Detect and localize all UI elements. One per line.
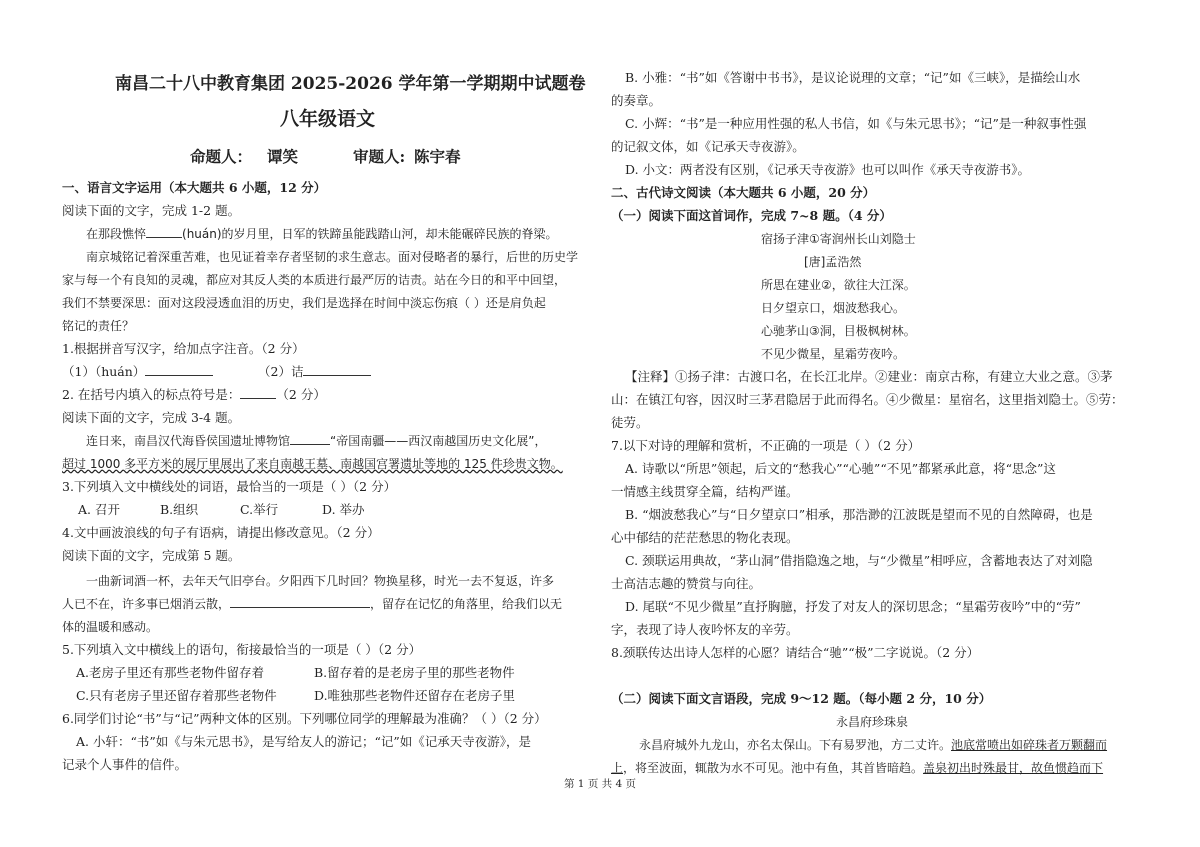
question-7: 7.以下对诗的理解和赏析，不正确的一项是（ ）（2 分） [611, 438, 921, 453]
passage-1-line-2: 南京城铭记着深重苦难，也见证着幸存者坚韧的求生意志。面对侵略者的暴行，后世的历史学 [86, 250, 579, 264]
question-4: 4.文中画波浪线的句子有语病，请提出修改意见。（2 分） [62, 525, 380, 540]
prose-title: 永昌府珍珠泉 [836, 715, 909, 729]
question-3: 3.下列填入文中横线处的词语，最恰当的一项是（ ）（2 分） [62, 479, 397, 494]
answer-blank-1[interactable] [145, 363, 213, 376]
q5-option-c: C.只有老房子里还留存着那些老物件 [76, 688, 277, 703]
q6-option-a-line-1: A. 小轩：“书”如《与朱元思书》，是写给友人的游记；“记”如《记承天寺夜游》，是 [76, 734, 532, 749]
question-6: 6.同学们讨论“书”与“记”两种文体的区别。下列哪位同学的理解最为准确？（ ）（2 分） [62, 711, 547, 726]
passage-1-line-5: 铭记的责任？ [62, 319, 135, 333]
q6-option-d: D. 小文：两者没有区别，《记承天寺夜游》也可以叫作《承天寺夜游书》。 [625, 162, 1031, 177]
passage-2-line-1: 连日来，南昌汉代海昏侯国遗址博物馆 “帝国南疆——西汉南越国历史文化展”， [86, 434, 547, 448]
question-5: 5.下列填入文中横线上的语句，衔接最恰当的一项是（ ）（2 分） [62, 642, 422, 657]
reviewer-name: 陈宇春 [414, 147, 461, 166]
poem-title: 宿扬子津①寄润州长山刘隐士 [761, 232, 916, 246]
section-2-part-2-heading: （二）阅读下面文言语段，完成 9～12 题。（每小题 2 分，10 分） [611, 691, 992, 706]
q5-option-b: B.留存着的是老房子里的那些老物件 [314, 665, 515, 680]
q6-option-b-line-1: B. 小雅：“书”如《答谢中书书》，是议论说理的文章；“记”如《三峡》，是描绘山水 [625, 70, 1081, 85]
q3-option-c: C.举行 [240, 502, 279, 517]
passage-3-line-2: 人已不在，许多事已烟消云散， ，留存在记忆的角落里，给我们以无 [62, 597, 563, 611]
section-1-heading: 一、语言文字运用（本大题共 6 小题，12 分） [62, 180, 327, 195]
passage-3-blank[interactable] [230, 595, 370, 608]
q7-option-c-line-2: 士高洁志趣的赞赏与向往。 [611, 576, 762, 591]
q7-option-a-line-1: A. 诗歌以“所思”领起，后文的“愁我心”“心驰”“不见”都紧承此意，将“思念”这 [625, 461, 1056, 476]
author-name: 谭笑 [267, 147, 299, 166]
passage-2-line-2: 超过 1000 多平方米的展厅里展出了来自南越王墓、南越国宫署遗址等地的 125 件珍贵文物。 [62, 457, 563, 471]
poem-line-3: 心驰茅山③洞，目极枫树林。 [761, 324, 916, 338]
answer-blank-2[interactable] [303, 363, 371, 376]
passage-1-line-4: 我们不禁要深思：面对这段浸透血泪的历史，我们是选择在时间中淡忘伤痕（ ）还是肩负起 [62, 296, 546, 310]
q7-option-b-line-1: B. “烟波愁我心”与“日夕望京口”相承，那浩渺的江波既是望而不见的自然障碍，也是 [625, 507, 1093, 522]
poem-notes-line-2: 山：在镇江句容，因汉时三茅君隐居于此而得名。④少微星：星宿名，这里指刘隐士。⑤劳： [611, 392, 1124, 407]
subject-title: 八年级语文 [280, 108, 376, 130]
reviewer-label: 审题人: [353, 147, 406, 166]
poem-line-1: 所思在建业②，欲往大江深。 [761, 278, 916, 292]
question-8: 8.颈联传达出诗人怎样的心愿？请结合“驰”“极”二字说说。（2 分） [611, 645, 980, 660]
poem-line-2: 日夕望京口，烟波愁我心。 [761, 301, 906, 315]
q6-option-c-line-1: C. 小辉：“书”是一种应用性强的私人书信，如《与朱元思书》；“记”是一种叙事性强 [625, 116, 1087, 131]
passage-1-line-1: 在那段憔悴 (huán)的岁月里，日军的铁蹄虽能践踏山河，却未能碾碎民族的脊梁。 [86, 227, 558, 241]
q3-option-b: B.组织 [160, 502, 199, 517]
poem-line-4: 不见少微星，星霜劳夜吟。 [761, 347, 906, 361]
poem-notes-line-3: 徒劳。 [611, 415, 649, 430]
passage-1-line-3: 家与每一个有良知的灵魂，都应对其反人类的本质进行最严厉的诘责。站在今日的和平中回望， [62, 273, 567, 287]
question-1-part-1: （1）（huán） [62, 363, 213, 381]
q7-option-a-line-2: 一情感主线贯穿全篇，结构严谨。 [611, 484, 799, 499]
passage-3-line-1: 一曲新词酒一杯，去年天气旧亭台。夕阳西下几时回？物换星移，时光一去不复返，许多 [86, 574, 555, 588]
author-label: 命题人： [190, 147, 253, 166]
q6-option-b-line-2: 的奏章。 [611, 93, 662, 108]
section-2-part-1-heading: （一）阅读下面这首词作，完成 7~8 题。（4 分） [611, 208, 892, 223]
page-footer: 第 1 页 共 4 页 [563, 778, 637, 790]
q3-option-d: D. 举办 [322, 502, 365, 517]
passage-3-line-3: 体的温暖和感动。 [62, 620, 159, 634]
prose-line-1: 永昌府城外九龙山，亦名太保山。下有易罗池，方二丈许。池底常喷出如碎珠者万颗翻而 [639, 738, 1108, 752]
q3-option-a: A. 召开 [78, 502, 120, 517]
q7-option-c-line-1: C. 颈联运用典故，“茅山洞”借指隐逸之地，与“少微星”相呼应，含蓄地表达了对刘隐 [625, 553, 1093, 568]
q6-option-c-line-2: 的记叙文体，如《记承天寺夜游》。 [611, 139, 805, 154]
reading-instruction-2: 阅读下面的文字，完成 3-4 题。 [62, 410, 241, 425]
question-2: 2. 在括号内填入的标点符号是： （2 分） [62, 387, 326, 402]
poem-author: [唐]孟浩然 [804, 255, 862, 269]
poem-notes-line-1: 【注释】①扬子津：古渡口名，在长江北岸。②建业：南京古称，有建立大业之意。③茅 [625, 369, 1113, 384]
question-1-part-2: （2）诘 [258, 363, 371, 381]
prose-line-2: 上，将至波面，辄散为水不可见。池中有鱼，其首皆暗趋。盖泉初出时殊最甘，故鱼惯趋而下 [611, 761, 1104, 775]
q7-option-d-line-1: D. 尾联“不见少微星”直抒胸臆，抒发了对友人的深切思念；“星霜劳夜吟”中的“劳” [625, 599, 1081, 614]
q7-option-d-line-2: 字，表现了诗人夜吟怀友的辛劳。 [611, 622, 799, 637]
answer-blank-punctuation[interactable] [240, 386, 276, 399]
q5-option-a: A.老房子里还有那些老物件留存着 [76, 665, 265, 680]
q5-option-d: D.唯独那些老物件还留存在老房子里 [314, 688, 516, 703]
q6-option-a-line-2: 记录个人事件的信件。 [62, 757, 188, 772]
reading-instruction-3: 阅读下面的文字，完成第 5 题。 [62, 548, 241, 563]
section-2-heading: 二、古代诗文阅读（本大题共 6 小题，20 分） [611, 185, 876, 200]
exam-title: 南昌二十八中教育集团 2025-2026 学年第一学期期中试题卷 [115, 74, 586, 94]
reading-instruction-1: 阅读下面的文字，完成 1-2 题。 [62, 203, 241, 218]
q7-option-b-line-2: 心中郁结的茫茫愁思的物化表现。 [611, 530, 799, 545]
question-1: 1.根据拼音写汉字，给加点字注音。（2 分） [62, 341, 305, 356]
